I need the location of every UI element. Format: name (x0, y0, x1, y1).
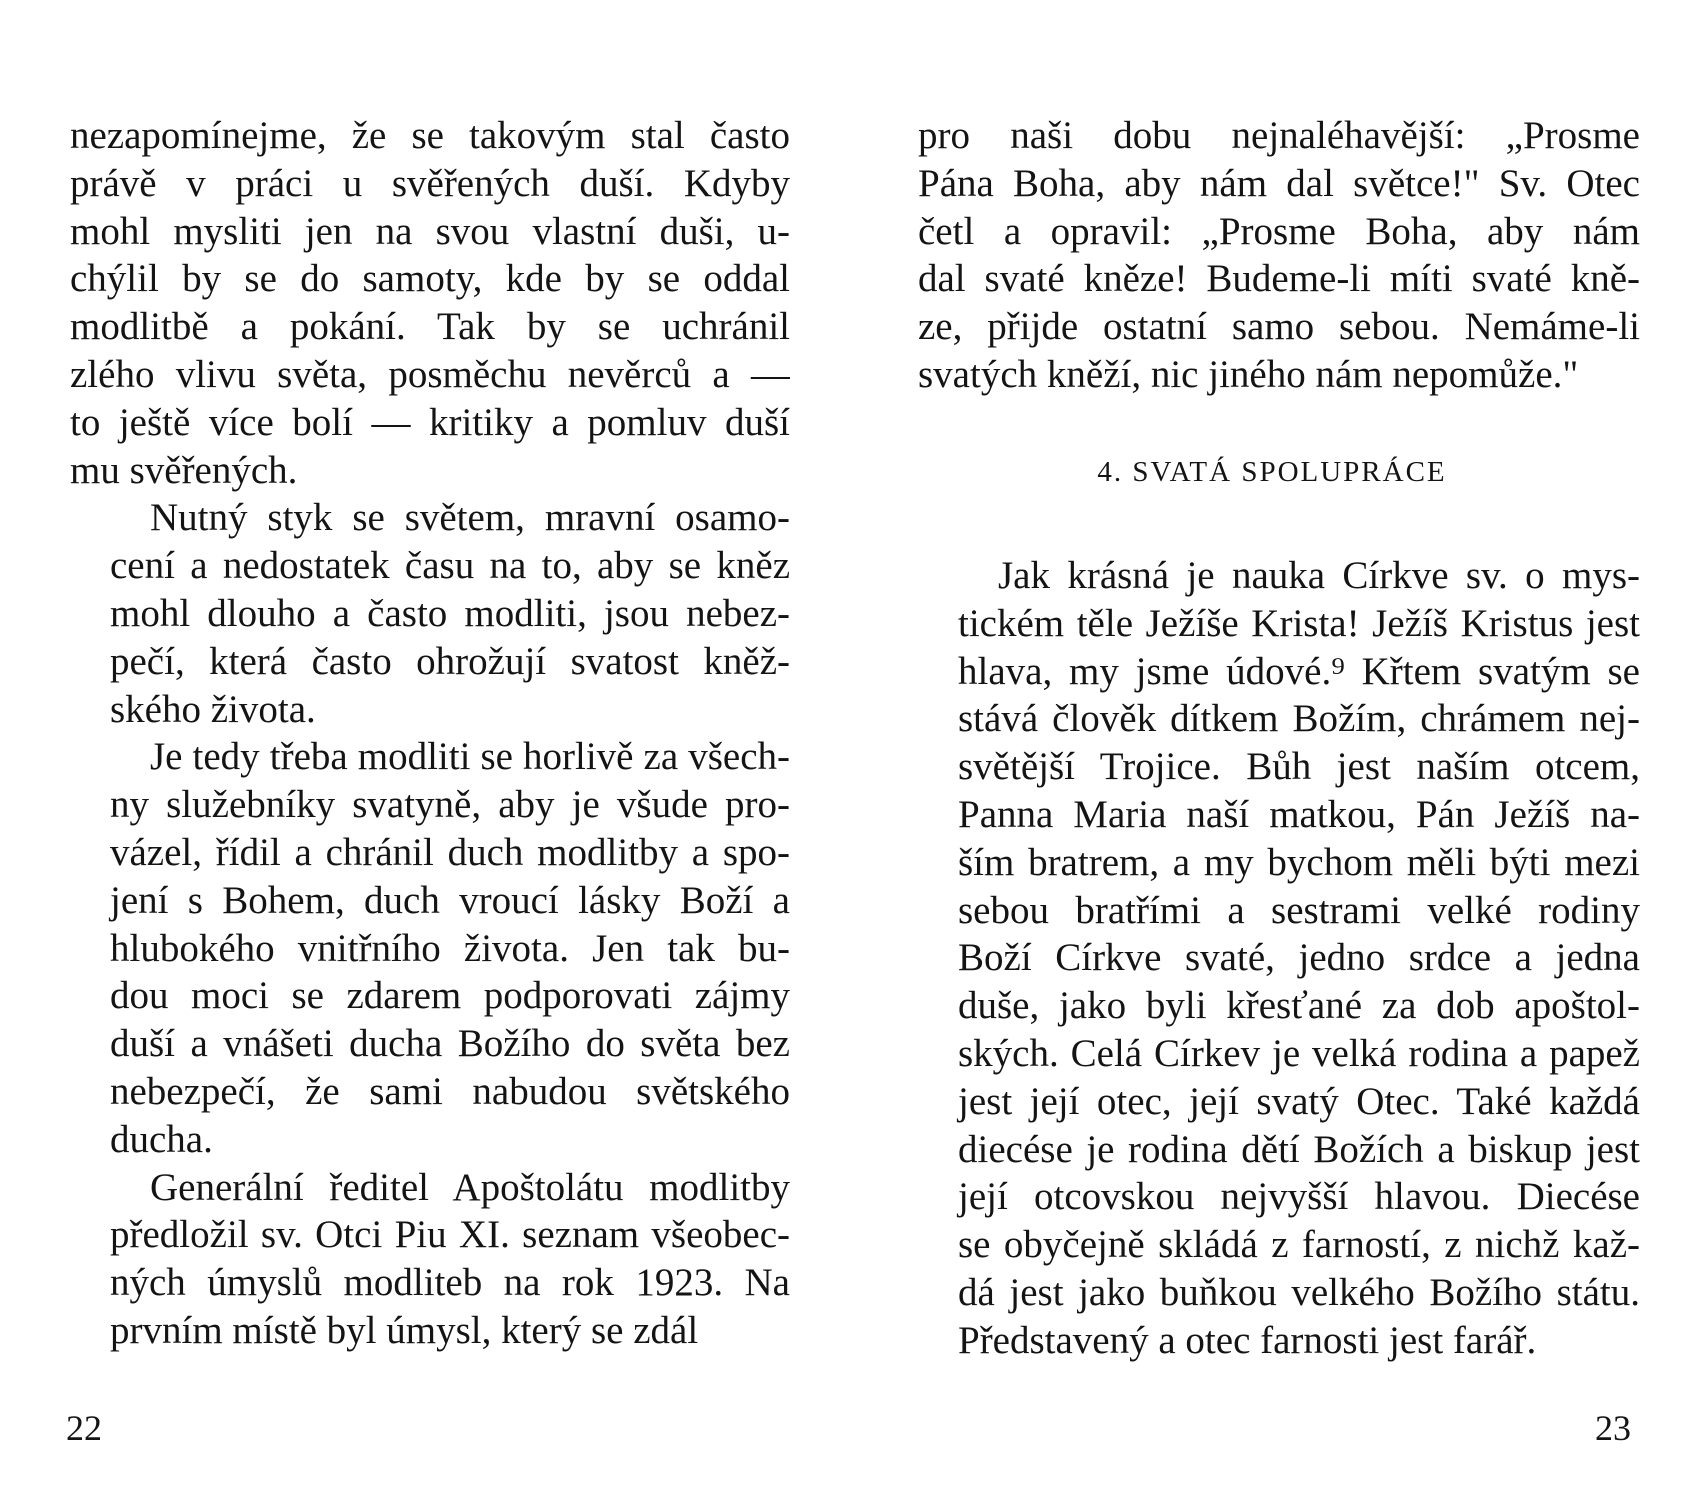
text-line: Je tedy třeba modliti se horlivě za všech- (150, 735, 790, 779)
text-line: Panna Maria naší matkou, Pán Ježíš na- (958, 792, 1640, 836)
paragraph (918, 552, 1640, 1365)
text-line: duší a vnášeti ducha Božího do světa bez (110, 1022, 790, 1066)
text-line: diecése je rodina dětí Božích a biskup jest (958, 1127, 1640, 1171)
paragraph (70, 733, 790, 1163)
text-line: ny služebníky svatyně, aby je všude pro- (110, 783, 790, 827)
text-line: se obyčejně skládá z farností, z nichž kaž- (958, 1223, 1640, 1267)
text-line: Generální ředitel Apoštolátu modlitby (150, 1165, 790, 1209)
text-line: mohl mysliti jen na svou vlastní duši, u- (70, 209, 790, 253)
text-line: nebezpečí, že sami nabudou světského (110, 1069, 790, 1113)
text-line: světější Trojice. Bůh jest naším otcem, (958, 745, 1640, 789)
text-line: to ještě více bolí — kritiky a pomluv duší (70, 400, 790, 444)
text-line: Nutný styk se světem, mravní osamo- (150, 496, 790, 540)
text-line: mohl dlouho a často modliti, jsou nebez- (110, 591, 790, 635)
text-line: tickém těle Ježíše Krista! Ježíš Kristus jest (958, 601, 1640, 645)
text-line: zlého vlivu světa, posměchu nevěrců a — (70, 352, 790, 396)
text-line: ším bratrem, a my bychom měli býti mezi (958, 840, 1640, 884)
text-line: dá jest jako buňkou velkého Božího státu. (958, 1270, 1640, 1314)
paragraph (70, 112, 790, 494)
text-line: četl a opravil: „Prosme Boha, aby nám (918, 209, 1640, 253)
text-line: jení s Bohem, duch vroucí lásky Boží a (110, 878, 790, 922)
text-line: cení a nedostatek času na to, aby se kněz (110, 544, 790, 588)
text-line: mu svěřených. (70, 448, 298, 492)
paragraph (70, 494, 790, 733)
text-line: ze, přijde ostatní samo sebou. Nemáme-li (918, 305, 1640, 349)
text-line: svatých kněží, nic jiného nám nepomůže." (918, 352, 1579, 396)
text-line: chýlil by se do samoty, kde by se oddal (70, 257, 790, 301)
left-page-text (70, 112, 790, 1355)
text-line: nezapomínejme, že se takovým stal často (70, 114, 790, 157)
text-line: stává člověk dítkem Božím, chrámem nej- (958, 697, 1640, 741)
text-line: hlubokého vnitřního života. Jen tak bu- (110, 926, 790, 970)
right-page-text (918, 112, 1640, 399)
paragraph (918, 112, 1640, 399)
text-line: právě v práci u svěřených duší. Kdyby (70, 161, 790, 205)
text-line: předložil sv. Otci Piu XI. seznam všeobec- (110, 1213, 790, 1257)
section-heading: 4. SVATÁ SPOLUPRÁCE (1097, 456, 1447, 488)
text-line: prvním místě byl úmysl, který se zdál (110, 1308, 699, 1352)
text-line: ských. Celá Církev je velká rodina a papež (958, 1031, 1640, 1075)
text-line: sebou bratřími a sestrami velké rodiny (958, 888, 1640, 932)
text-line: Představený a otec farnosti jest farář. (958, 1318, 1537, 1362)
paragraph (70, 1164, 790, 1355)
text-line: ducha. (110, 1117, 213, 1161)
text-line: pečí, která často ohrožují svatost kněž- (110, 639, 790, 683)
text-line: vázel, řídil a chránil duch modlitby a spo- (110, 830, 790, 874)
text-line: dou moci se zdarem podporovati zájmy (110, 974, 790, 1018)
text-line: ského života. (110, 687, 316, 731)
text-line: modlitbě a pokání. Tak by se uchránil (70, 305, 790, 349)
text-line: Pána Boha, aby nám dal světce!" Sv. Otec (918, 161, 1640, 205)
text-line: její otcovskou nejvyšší hlavou. Diecése (958, 1175, 1640, 1219)
right-page-section-text (918, 552, 1640, 1365)
text-line: duše, jako byli křesťané za dob apoštol- (958, 984, 1640, 1028)
page-number-left: 22 (66, 1408, 102, 1448)
text-line: Boží Církve svaté, jedno srdce a jedna (958, 936, 1640, 980)
text-line: jest její otec, její svatý Otec. Také každá (958, 1079, 1640, 1123)
text-line: pro naši dobu nejnaléhavější: „Prosme (918, 114, 1640, 157)
right-page (848, 0, 1696, 1500)
page-number-right: 23 (1595, 1408, 1631, 1448)
text-line: Jak krásná je nauka Církve sv. o mys- (998, 554, 1640, 597)
text-line: dal svaté kněze! Budeme-li míti svaté kně- (918, 257, 1640, 301)
text-line: hlava, my jsme údové.⁹ Křtem svatým se (958, 649, 1640, 693)
text-line: ných úmyslů modliteb na rok 1923. Na (110, 1261, 790, 1305)
